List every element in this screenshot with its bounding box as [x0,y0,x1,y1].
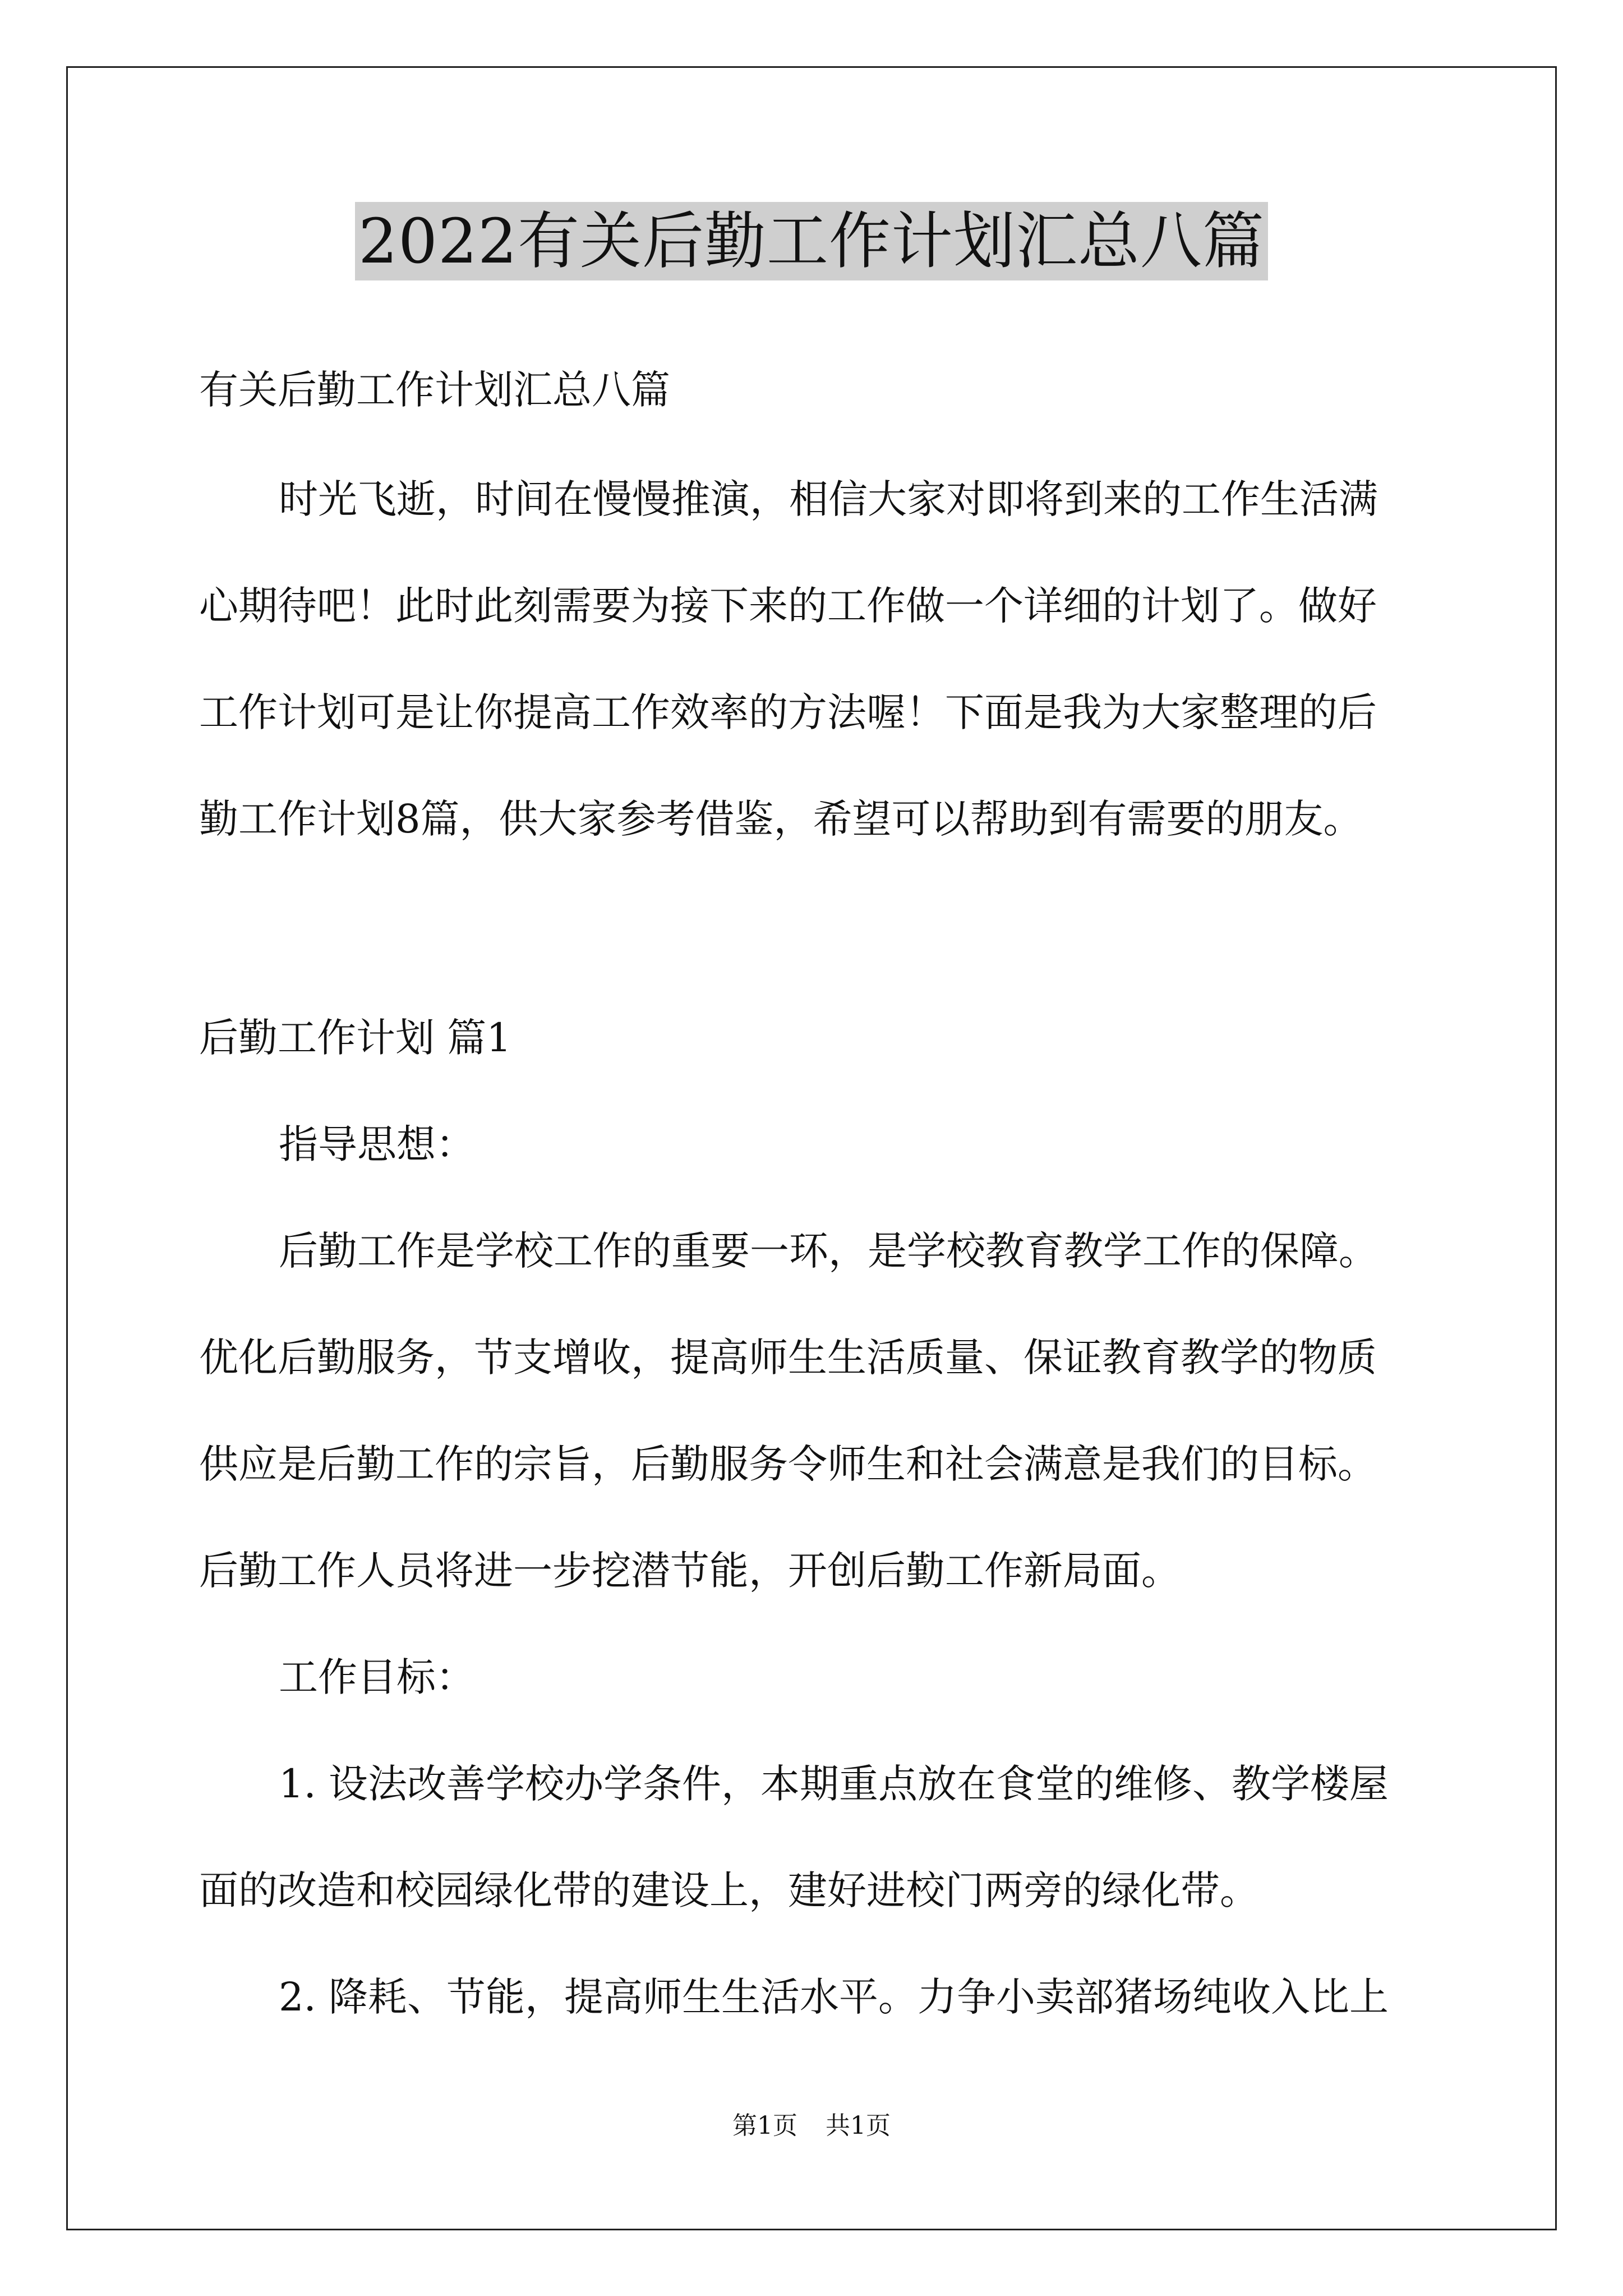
title-container [0,202,1623,280]
page-number: 第1页 [732,2111,797,2140]
body-line: 时光飞逝，时间在慢慢推演，相信大家对即将到来的工作生活满 [279,476,1378,522]
body-line: 面的改造和校园绿化带的建设上，建好进校门两旁的绿化带。 [199,1867,1259,1913]
body-line: 后勤工作人员将进一步挖潜节能，开创后勤工作新局面。 [199,1548,1181,1594]
body-line: 心期待吧！此时此刻需要为接下来的工作做一个详细的计划了。做好 [199,583,1377,629]
section-heading: 后勤工作计划 篇1 [199,1015,511,1061]
body-line: 供应是后勤工作的宗旨，后勤服务令师生和社会满意是我们的目标。 [199,1441,1377,1487]
body-line: 工作目标： [279,1654,475,1700]
body-line: 1. 设法改善学校办学条件，本期重点放在食堂的维修、教学楼屋 [279,1761,1389,1807]
body-line: 后勤工作是学校工作的重要一环，是学校教育教学工作的保障。 [279,1228,1378,1274]
page-footer [0,2109,1623,2143]
body-line: 有关后勤工作计划汇总八篇 [199,367,670,413]
body-line: 勤工作计划8篇，供大家参考借鉴，希望可以帮助到有需要的朋友。 [199,796,1363,842]
body-line: 指导思想： [279,1121,475,1167]
page-total: 共1页 [826,2111,891,2140]
body-line: 优化后勤服务，节支增收，提高师生生活质量、保证教育教学的物质 [199,1335,1377,1381]
body-line: 工作计划可是让你提高工作效率的方法喔！下面是我为大家整理的后 [199,689,1377,735]
body-line: 2. 降耗、节能，提高师生生活水平。力争小卖部猪场纯收入比上 [279,1974,1389,2020]
document-title: 2022有关后勤工作计划汇总八篇 [355,202,1268,280]
